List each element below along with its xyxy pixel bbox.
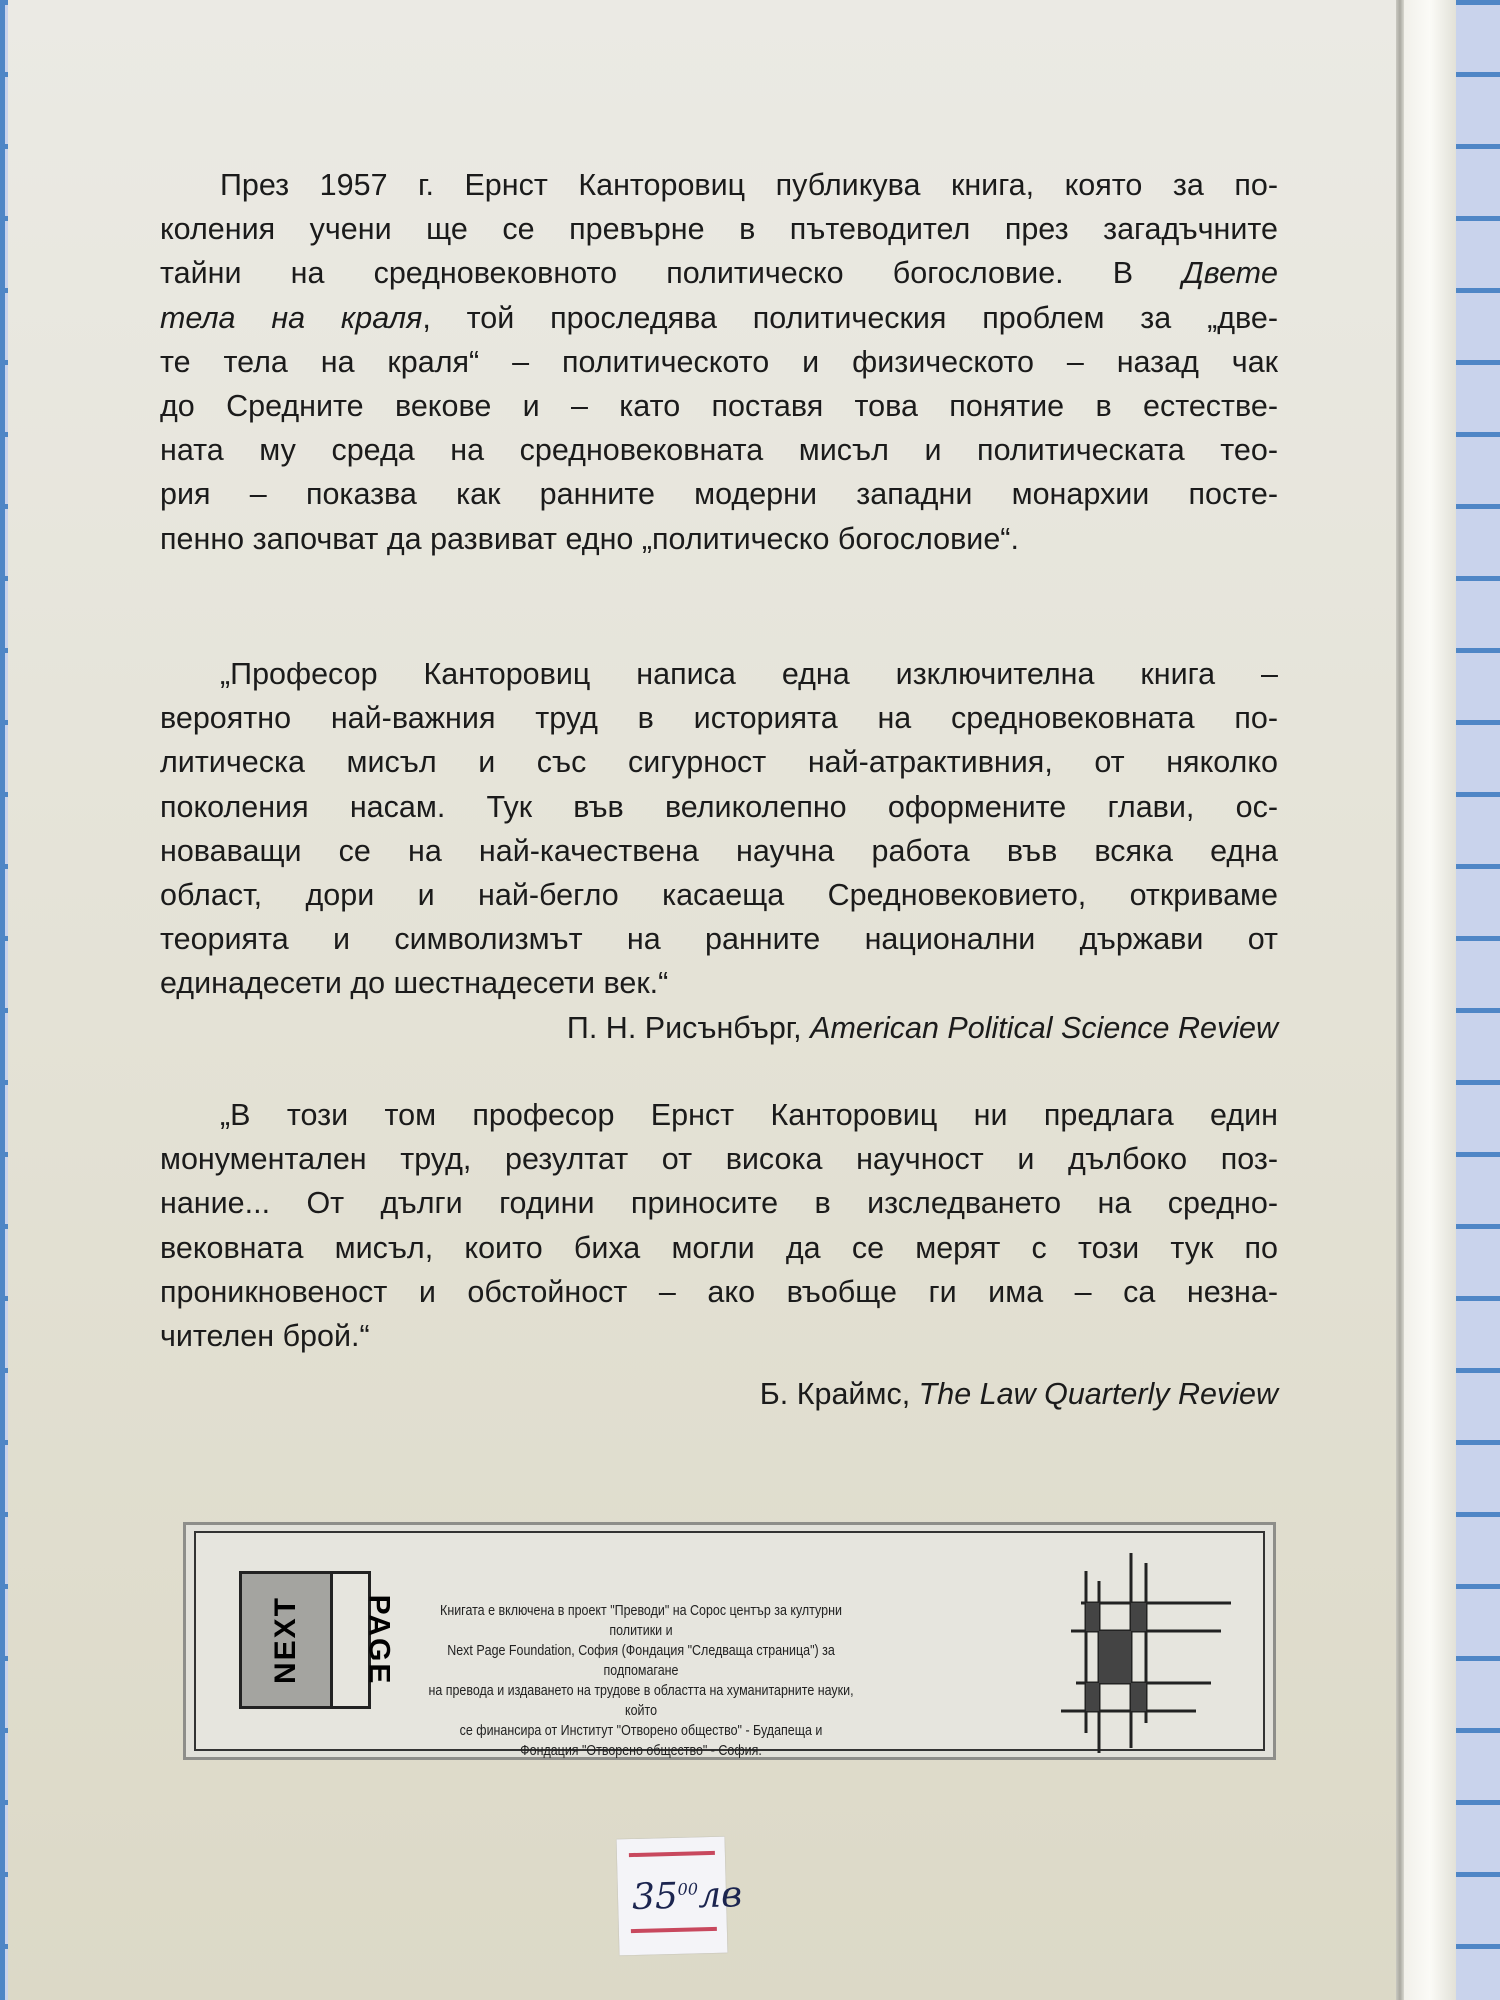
quote-author: П. Н. Рисънбърг,: [566, 1010, 811, 1045]
text-line: [160, 740, 1278, 784]
text-segment: ната му среда на средновековната мисъл и политическата тео-: [160, 433, 1278, 468]
text-segment: поколения насам. Тук във великолепно оформените глави, ос-: [160, 789, 1278, 824]
text-line: [160, 1270, 1278, 1314]
sponsor-notice-line: се финансира от Институт "Отворено общество" - Будапеща и: [459, 1723, 823, 1739]
book-spine: [1404, 0, 1456, 2000]
cover-hinge: [1396, 0, 1404, 2000]
text-segment: коления учени ще се превърне в пътеводител през загадъчните: [160, 212, 1278, 247]
text-line: [160, 961, 1278, 1005]
text-line: [160, 1093, 1278, 1137]
text-line: [160, 517, 1278, 561]
text-line: [160, 472, 1278, 516]
quote-source: The Law Quarterly Review: [918, 1377, 1278, 1412]
text-segment: литическа мисъл и със сигурност най-атрактивния, от няколко: [160, 745, 1278, 780]
text-segment: тайни на средновековното политическо богословие. В: [160, 256, 1183, 291]
text-line: [160, 296, 1278, 340]
sponsor-notice-line: на превода и издаването на трудове в областта на хуманитарните науки, който: [428, 1683, 854, 1719]
sponsor-box: [183, 1522, 1276, 1760]
text-line: [160, 1314, 1278, 1358]
text-segment: вековната мисъл, които биха могли да се мерят с този тук по: [160, 1230, 1278, 1265]
book-title-italic: тела на краля: [160, 300, 423, 335]
text-segment: рия – показва как ранните модерни западни монархии посте-: [160, 477, 1278, 512]
price-cents: 00: [677, 1879, 699, 1899]
sponsor-notice-line: Фондация "Отворено общество" - София.: [520, 1743, 762, 1759]
text-segment: „Професор Канторовиц написа една изключителна книга –: [220, 657, 1278, 691]
text-segment: чителен брой.“: [160, 1318, 370, 1353]
text-line: [160, 785, 1278, 829]
text-line: [160, 873, 1278, 917]
quote-author: Б. Краймс,: [759, 1377, 919, 1412]
open-society-grid-logo: [1061, 1553, 1261, 1753]
review-quote-1: [160, 652, 1278, 1050]
price-currency: лв: [697, 1874, 743, 1917]
logo-page-text: PAGE: [362, 1594, 396, 1686]
text-line: [160, 340, 1278, 384]
text-line: [160, 829, 1278, 873]
text-segment: единадесети до шестнадесети век.“: [160, 966, 669, 1001]
text-segment: През 1957 г. Ернст Канторовиц публикува книга, която за по-: [220, 168, 1278, 202]
text-segment: , той проследява политическия проблем за „две-: [422, 300, 1278, 335]
text-line: [160, 384, 1278, 428]
text-segment: новаващи се на най-качествена научна работа във всяка една: [160, 833, 1278, 868]
text-line: [160, 1181, 1278, 1225]
text-segment: вероятно най-важния труд в историята на средновековната по-: [160, 701, 1278, 736]
text-line: [160, 207, 1278, 251]
review-quote-2: [160, 1093, 1278, 1416]
text-line: [160, 428, 1278, 472]
text-segment: „В този том професор Ернст Канторовиц ни предлага един: [220, 1098, 1278, 1132]
text-segment: теорията и символизмът на ранните национални държави от: [160, 922, 1278, 957]
text-line: [160, 1226, 1278, 1270]
text-line: [160, 652, 1278, 696]
text-segment: до Средните векове и – като поставя това понятие в естестве-: [160, 388, 1278, 423]
sticker-line: [629, 1851, 715, 1857]
price-sticker: [617, 1837, 743, 1956]
logo-next-text: NEXT: [269, 1595, 303, 1685]
price-main: 35: [631, 1875, 679, 1919]
sponsor-notice: [422, 1601, 861, 1761]
quote-attribution: [160, 1372, 1278, 1416]
text-line: [160, 251, 1278, 295]
book-title-italic: Двете: [1182, 256, 1278, 291]
text-segment: те тела на краля“ – политическото и физическото – назад чак: [160, 344, 1278, 379]
text-segment: проникновеност и обстойност – ако въобще ги има – са незна-: [160, 1274, 1278, 1309]
text-line: [160, 917, 1278, 961]
price-label: [631, 1874, 742, 1918]
text-segment: монументален труд, резултат от висока научност и дълбоко поз-: [160, 1142, 1278, 1177]
sticker-line: [631, 1927, 717, 1933]
sponsor-notice-line: Книгата е включена в проект "Преводи" на Сорос център за културни политики и: [440, 1603, 842, 1639]
text-line: [160, 163, 1278, 207]
text-line: [160, 1137, 1278, 1181]
text-segment: нание... От дълги години приносите в изследването на средно-: [160, 1186, 1278, 1221]
next-page-logo: [239, 1571, 396, 1709]
description-paragraph: [160, 163, 1278, 561]
quote-source: American Political Science Review: [810, 1010, 1278, 1045]
text-line: [160, 696, 1278, 740]
sponsor-notice-line: Next Page Foundation, София (Фондация "Следваща страница") за подпомагане: [447, 1643, 835, 1679]
quote-attribution: [160, 1006, 1278, 1050]
text-segment: област, дори и най-бегло касаеща Средновековието, откриваме: [160, 877, 1278, 912]
text-segment: пенно започват да развиват едно „политическо богословие“.: [160, 521, 1019, 556]
